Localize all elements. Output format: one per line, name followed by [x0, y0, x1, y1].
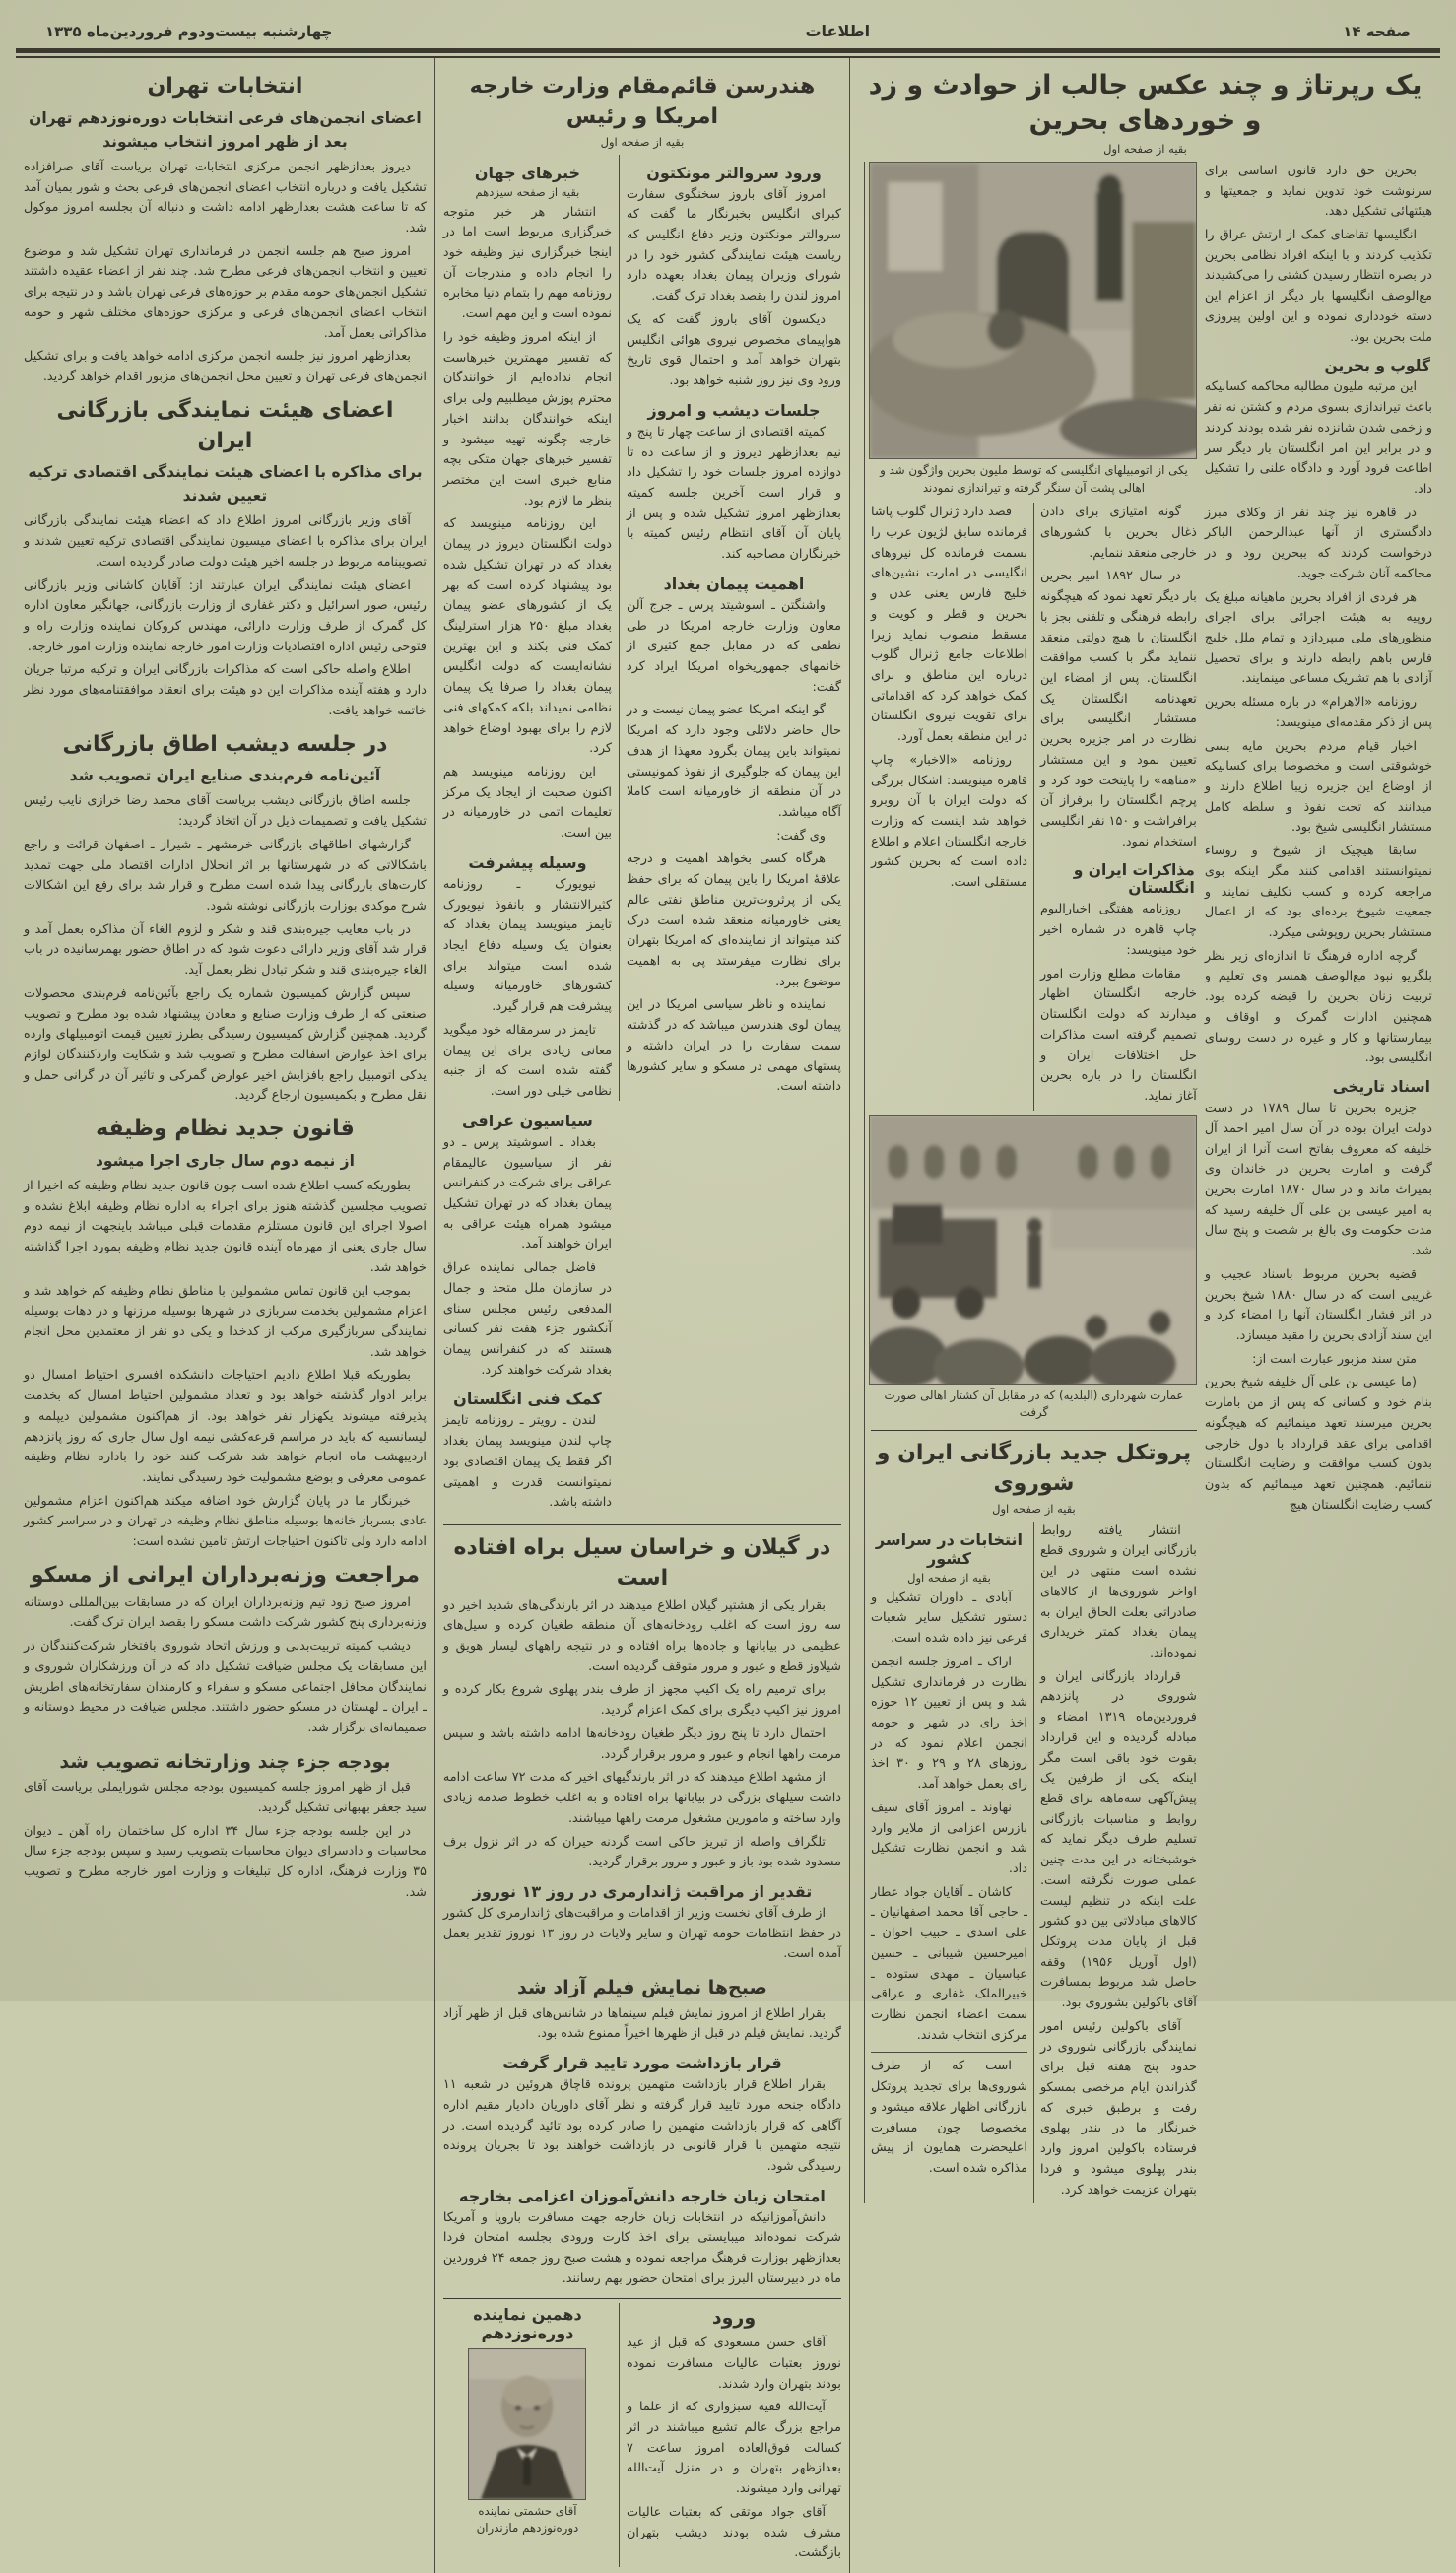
section-title-glubb-bahrain: گلوپ و بحرین: [1324, 357, 1430, 375]
section-rule: [871, 2052, 1027, 2053]
article-title: بودجه جزء چند وزارتخانه تصویب شد: [59, 1750, 391, 1773]
photo-municipality-art: [870, 1116, 1196, 1384]
paragraph: جلسه اطاق بازرگانی دیشب بریاست آقای محمد رضا خرازی نایب رئیس تشکیل یافت و تصمیمات ذیل در آن اتخاذ گردید:: [24, 793, 427, 830]
arrivals-subcolumn: [619, 2303, 841, 2567]
paragraph: هر فردی از افراد بحرین ماهیانه مبلغ یک روپیه به هیئت اجرائی برای اجرای منظورهای ملی میپردازد و تمام ملل خلیج فارس باهم رابطه دارند و برای تحصیل آزادی با هم تشریک مساعی مینمایند.: [1204, 589, 1432, 687]
paragraph: انتشار یافته روابط بازرگانی ایران و شوروی قطع نشده است منتهی در این اواخر شوروی‌ها از کالاهای صادراتی بعلت الحاق ایران به پیمان بغداد کمتر خریداری نموده‌اند.: [1039, 1523, 1197, 1660]
paragraph: وی گفت:: [776, 828, 826, 844]
paragraph: امروز آقای باروز سخنگوی سفارت کبرای انگلیس بخبرنگار ما گفت که سروالتر مونکتون وزیر دفاع انگلیس که ریاست هیئت نمایندگی کشور خود را در شورای وزیران پیمان بغداد بعهده دارد امروز لندن را بقصد بغداد ترک گفت.: [627, 186, 841, 305]
section-title-gendarmerie: تقدیر از مراقبت ژاندارمری در روز ۱۳ نوروز: [472, 1881, 813, 1901]
paragraph: این روزنامه مینویسد که دولت انگلستان دیروز در پیمان بغداد که در تهران تشکیل شده بود پیشنهاد کرده است که بهر یک از کشورهای عضو پیمان بغداد مبلغ ۲۵۰ هزار استرلینگ کمک فنی بکند و این بهترین نشانه‌ایست که دولت انگلیس پیمان بغداد را صرفا یک پیمان نظامی نمیداند بلکه کمکهای فنی لازم را برای بهبود اوضاع خواهد کرد.: [442, 516, 612, 757]
paragraph: بطوریکه قبلا اطلاع دادیم احتیاجات دانشکده افسری احتیاط امسال دو برابر ادوار گذشته خواهد بود و تعداد مشمولین احتیاط امسال که بخدمت پذیرفته میشوند یکهزار نفر خواهد بود. از هم‌اکنون مشمولین دیپلمه و لیسانسیه که باید در مراسم قرعه‌کشی نیمه اول سال جاری که روز پانزدهم اردیبهشت ماه انجام خواهد شد شرکت کنند خود را باداره نظام وظیفه عمومی معرفی و بوضع مشمولیت خود رسیدگی نمایند.: [24, 1368, 427, 1486]
article-chamber-of-commerce: [24, 730, 427, 1108]
paragraph: قرارداد بازرگانی ایران و شوروی در پانزدهم فروردین‌ماه ۱۳۱۹ امضاء و مبادله گردیده و این قرارداد بقوت خود باقی است مگر اینکه یکی از طرفین یک پیش‌آگهی سه‌ماهه برای قطع روابط و مناسبات بازرگانی تسلیم طرف دیگر نماید که خوشبختانه در این مدت چنین عملی صورت نگرفته است. علت اینکه در تنظیم لیست کالاهای مبادلاتی بین دو کشور قبل از پایان مدت پروتکل (اول آوریل ۱۹۵۶) وقفه حاصل شد مربوط بمسافرت آقای باکولین بشوروی بود.: [1039, 1668, 1197, 2011]
middle-column: [434, 58, 849, 2573]
paragraph: امروز صبح هم جلسه انجمن در فرمانداری تهران تشکیل شد و موضوع تعیین و انتخاب انجمن‌های فرعی مطرح شد. چند نفر از اعضاء عقیده داشتند تشکیل انجمن‌های حومه مقدم بر حوزه‌های فرعی تهران باشد و در نتیجه برای انتخاب اعضای انجمن‌های فرعی و مرکزی حوزه‌های مختلف شهر و حومه مذاکراتی بعمل آمد.: [24, 243, 427, 341]
paragraph: اعضای هیئت نمایندگی ایران عبارتند از: آقایان کاشانی وزیر بازرگانی رئیس، صور اسرائیل و دکتر غفاری از وزارت بازرگانی، جهانگیر معاون اداره کل گمرک از طرف وزارت دارائی، مهندس کروکان نماینده وزارت راه و فتوحی رئیس اداره اقتصادیات وزارت امور خارجه نماینده وزارت امور خارجه.: [24, 577, 427, 654]
section-title-country-elections: انتخابات در سراسر کشور: [875, 1529, 1023, 1568]
paragraph: در باب معایب جیره‌بندی قند و شکر و لزوم الغاء آن مذاکره بعمل آمد و قرار شد آقای وزیر دارائی دعوت شود که در اطاق حضور بهمرسانیده در باب الغاء جیره‌بندی قند و شکر تبادل نظر بعمل آید.: [24, 921, 427, 979]
article-title: اعضای هیئت نمایندگی بازرگانی ایران: [56, 397, 394, 453]
paragraph: اراک ـ امروز جلسه انجمن نظارت در فرمانداری تشکیل شد و پس از تعیین ۱۲ حوزه اخذ رای در شهر و حومه انجمن اعلام نمود که در روزهای ۲۸ و ۲۹ و ۳۰ اخذ رای بعمل خواهد آمد.: [871, 1654, 1027, 1793]
paragraph: تلگراف واصله از تبریز حاکی است گردنه حیران که در اثر نزول برف مسدود شده بود باز و عبور و مرور برقرار گردید.: [442, 1834, 841, 1870]
flood-headline: در گیلان و خراسان سیل براه افتاده است: [453, 1535, 831, 1591]
paragraph: مقامات مطلع وزارت امور خارجه انگلستان اظهار میدارند که دولت انگلستان تصمیم گرفته است مذاکرات حل اختلافات ایران و انگلستان را در باره بحرین آغاز نماید.: [1039, 966, 1197, 1104]
masthead-rule: [16, 48, 1440, 58]
paragraph: قصد دارد ژنرال گلوب پاشا فرمانده سابق لژیون عرب را بسمت فرمانده کل نیروهای انگلیسی در امارت نشین‌های خلیج فارس یعنی عدن و بحرین و قطر و کویت و مسقط منصوب نماید زیرا اطلاعات جامع ژنرال گلوب درباره این مناطق و برای کمک خواهد کرد که اقداماتی برای تقویت نیروی انگلستان در این منطقه بعمل آورد.: [871, 505, 1027, 745]
paragraph: روزنامه «الاخبار» چاپ قاهره مینویسد: اشکال بزرگی که دولت ایران با آن روبرو خواهد شد اینست که وزارت خارجه انگلستان اعلام و اطلاع داده است که بحرین کشور مستقلی است.: [871, 752, 1027, 891]
paragraph: بغداد ـ اسوشیتد پرس ـ دو نفر از سیاسیون عالیمقام عراقی برای شرکت در کنفرانس پیمان بغداد که در تهران تشکیل میشود همراه هیئت عراقی به ایران خواهند آمد.: [442, 1134, 612, 1253]
photo-municipality-image: [869, 1115, 1197, 1385]
deputy-portrait: [443, 2348, 612, 2500]
masthead: [16, 14, 1440, 46]
bahrain-column-right: [1197, 162, 1432, 1520]
paragraph: احتمال دارد تا پنج روز دیگر طغیان رودخانه‌ها ادامه داشته باشد و سپس مرمت راهها انجام و عبور و مرور برقرار گردد.: [442, 1726, 841, 1762]
paragraph: بقرار اطلاع از امروز نمایش فیلم سینماها در شانس‌های قبل از ظهر آزاد گردید. نمایش فیلم در قبل از ظهرها اخیراً ممنوع شده بود.: [442, 2005, 841, 2042]
paragraph: کمیته اقتصادی از ساعت چهار تا پنج و نیم بعدازظهر دیروز و از ساعت ده تا دوازده امروز جلسات خود را تشکیل داد و قرار است آخرین جلسه کمیته بعدازظهر امروز تشکیل شده و پس از پایان آن آقای انتظام رئیس کمیته با خبرنگاران مصاحبه کند.: [627, 424, 841, 563]
paragraph: نیویورک ـ روزنامه کثیرالانتشار و بانفوذ نیویورک تایمز مینویسد پیمان بغداد که بعنوان یک وسیله دفاع ایجاد شده است میتواند برای کشورهای خاورمیانه وسیله پیشرفت هم قرار گیرد.: [442, 876, 612, 1015]
photo-overturned-car-art: [870, 163, 1196, 458]
paragraph: این روزنامه مینویسد هم اکنون صحبت از ایجاد یک مرکز تعلیمات اتمی در خاورمیانه در بین است.: [442, 765, 612, 842]
paragraph: بطوریکه کسب اطلاع شده است چون قانون جدید نظام وظیفه که اخیرا از تصویب مجلسین گذشته هنوز برای اجراء به اداره نظام وظیفه ابلاغ نشده و اصولا اجرای این قانون مستلزم مقدمات قبلی میباشد باینجهت از نیمه دوم سال جاری یعنی از مهرماه آینده قانون جدید نظام وظیفه بمورد اجرا گذاشته خواهد شد.: [24, 1178, 427, 1275]
paragraph: آبادی ـ داوران تشکیل و دستور تشکیل سایر شعبات فرعی نیز داده شده است.: [871, 1590, 1027, 1647]
article-subtitle: اعضای انجمن‌های فرعی انتخابات دوره‌نوزدهم تهران بعد از ظهر امروز انتخاب میشوند: [29, 108, 422, 151]
continued-note: بقیه از صفحه سیزدهم: [475, 184, 580, 199]
deputy-portrait-image: [468, 2348, 586, 2500]
section-title-detention: قرار بازداشت مورد تایید قرار گرفت: [502, 2054, 782, 2073]
continued-note: بقیه از صفحه اول: [1103, 141, 1187, 156]
paragraph: بعدازظهر امروز نیز جلسه انجمن مرکزی ادامه خواهد یافت و برای تشکیل انجمن‌های فرعی تهران و تعیین محل انجمن‌های مزبور اقدام خواهد گردید.: [24, 349, 427, 385]
article-subtitle: برای مذاکره با اعضای هیئت نمایندگی اقتصادی ترکیه تعیین شدند: [28, 463, 423, 506]
section-title-baghdad-pact-importance: اهمیت پیمان بغداد: [663, 574, 805, 593]
paragraph: از طرف آقای نخست وزیر از اقدامات و مراقبت‌های ژاندارمری کل کشور در حفظ انتظامات حومه تهران و سایر ولایات در روز ۱۳ نوروز تقدیر بعمل آمده است.: [442, 1905, 841, 1962]
deputy-caption: آقای حشمتی نماینده دوره‌نوزدهم مازندران: [476, 2503, 579, 2536]
paragraph: کاشان ـ آقایان جواد عطار ـ حاجی آقا محمد اصفهانیان ـ علی اسدی ـ حبیب اخوان ـ امیرحسین شیبانی ـ حسین عباسیان ـ مهدی ستوده ـ خبیرالملک غفاری و عراقی سمت اعضاء انجمن نظارت مرکزی انتخاب شدند.: [871, 1884, 1027, 2043]
paragraph: (ما عیسی بن علی آل خلیفه شیخ بحرین بنام خود و کسانی که پس از من بامارت بحرین میرسند تعهد مینمائیم که هیچگونه اقدامی برای عقد قرارداد با دول خارجی بدون کسب موافقت و رضایت انگلستان ننمائیم. همچنین تعهد مینمائیم که بدون کسب رضایت انگلستان هیچ: [1204, 1375, 1432, 1513]
section-title-means-of-progress: وسیله پیشرفت: [468, 852, 587, 872]
article-trade-delegation: [24, 396, 427, 722]
left-column: [16, 58, 434, 2573]
paragraph: از اینکه امروز وظیفه خود را که تفسیر مهمترین خبرهاست انجام نداده‌ایم از خوانندگان محترم پوزش میطلبیم ولی برای اینکه خوانندگان بدانند اخبار خارجه چگونه تهیه میشود و تفسیر خبرهای جهان متکی بچه منابع خبری است این مختصر بنظر ما لازم بود.: [442, 329, 612, 508]
paragraph: تایمز در سرمقاله خود میگوید معانی زیادی برای این پیمان گفته شده است که از جنبه نظامی خیلی دور است.: [442, 1022, 612, 1100]
section-title-iran-britain-talks: مذاکرات ایران و انگلستان: [1073, 861, 1195, 898]
article-subtitle: آئین‌نامه فرم‌بندی صنایع ایران تصویب شد: [69, 767, 381, 785]
article-title: انتخابات تهران: [147, 74, 303, 99]
deputy-portrait-art: [469, 2349, 585, 2499]
middle-subcolumn-right: [619, 155, 841, 1101]
paragraph: دیروز بعدازظهر انجمن مرکزی انتخابات تهران بریاست آقای صرافزاده تشکیل یافت و درباره انتخاب اعضای انجمن‌های فرعی بحث و شور بمیان آمد که تا ساعت هشت بعدازظهر ادامه داشت و دنباله آن بجلسه امروز موکول شد.: [24, 159, 427, 236]
paragraph: بموجب این قانون تماس مشمولین با مناطق نظام وظیفه کم خواهد شد و اعزام مشمولین بخدمت سربازی در شهرها بوسیله مرزنها و در دهات بوسیله نمایندگی سربازگیری مرکب از کدخدا و یکی دو نفر از معتمدین محل انجام خواهد شد.: [24, 1283, 427, 1360]
page-number: صفحه ۱۴: [1343, 23, 1411, 40]
paragraph: است که از طرف شوروی‌ها برای تجدید پروتکل بازرگانی اظهار علاقه میشود و مخصوصا چون مسافرت اعلیحضرت همایون از پیش مذاکره شده است.: [871, 2059, 1027, 2177]
paragraph: بقرار اطلاع قرار بازداشت متهمین پرونده قاچاق هروئین در شعبه ۱۱ دادگاه جنحه مورد تایید قرار گرفته و نظر آقای داوریان دادیار مقیم اداره آگاهی که قرار بازداشت متهمین را صادر کرده بود تائید گردیده است. در نتیجه متهمین با قرار قانونی در بازداشت خواهند بود تا بجریان پرونده رسیدگی شود.: [442, 2077, 841, 2174]
section-rule: [443, 1524, 841, 1525]
article-subtitle: از نیمه دوم سال جاری اجرا میشود: [95, 1151, 355, 1170]
paragraph: نهاوند ـ امروز آقای سیف بازرس اعزامی از ملایر وارد شد و انجمن نظارت تشکیل داد.: [871, 1799, 1027, 1876]
paragraph: در قاهره نیز چند نفر از وکلای مبرز دادگستری از آنها عبدالرحمن الباکر درخواست کردند که ببحرین رود و در محاکمه آنان شرکت جوید.: [1204, 505, 1432, 581]
paragraph: واشنگتن ـ اسوشیتد پرس ـ جرج آلن معاون وزارت خارجه امریکا در طی نطقی که در مقابل جمع کثیری از خانمهای جمهوریخواه امریکا ایراد کرد گفت:: [627, 597, 841, 695]
paragraph: این مرتبه ملیون مطالبه محاکمه کسانیکه باعث تیراندازی بسوی مردم و کشتن نه نفر و زخمی شدن شانزده نفر شده بودند کردند و در برابر این امر انگلستان بار دیگر سر اطاعت فرود آورد و دادگاه علنی را تشکیل داد.: [1204, 379, 1432, 497]
paragraph: گونه امتیازی برای دادن ذغال بحرین با کشورهای خارجی منعقد ننمایم.: [1039, 505, 1197, 561]
section-title-historical-documents: اسناد تاریخی: [1332, 1078, 1430, 1097]
paragraph: امروز صبح زود تیم وزنه‌برداران ایران که در مسابقات بین‌المللی دوستانه وزنه‌برداری پنج کشور شرکت داشت مسکو را بقصد ایران ترک گفت.: [24, 1594, 427, 1631]
paragraph: در سال ۱۸۹۲ امیر بحرین بار دیگر تعهد نمود که هیچگونه رابطه فرهنگی و تلفنی بجز با انگلستان با هیچ دولتی منعقد ننماید مگر با کسب موافقت انگلستان. پس از امضاء این تعهدنامه انگلستان یک مستشار انگلیسی برای نظارت در امر جزیره بحرین تعیین نمود و این مستشار «مناهه» را پایتخت خود کرد و پرچم انگلستان را برفراز آن برافراشت و ۱۵۰ نفر انگلیسی استخدام نمود.: [1039, 569, 1197, 849]
section-title-arrivals: ورود: [711, 2306, 757, 2329]
section-title-monckton-arrival: ورود سروالتر مونکتون: [646, 163, 822, 182]
paragraph: جزیره بحرین تا سال ۱۷۸۹ در دست دولت ایران بوده در آن سال امیر احمد آل خلیفه که معروف بفاتح است آنرا از ایران گرفت و امارت بحرین در خاندان وی بمیراث ماند و در سال ۱۸۷۰ امارت بحرین به امیر عیسی بن علی آل خلیفه رسید که مدت حکومت وی بالغ بر شصت و پنج سال شد.: [1204, 1101, 1432, 1259]
paragraph: متن سند مزبور عبارت است از:: [1252, 1351, 1417, 1367]
photo-overturned-car: [871, 162, 1197, 497]
paragraph: انتشار هر خبر متوجه خبرگزاری مربوط است اما در اینجا خبرگزاری نیز وظیفه خود را انجام داده و مندرجات آن روزنامه مهم را بتمام دنیا مخابره نموده است و این مهم است.: [442, 204, 612, 322]
section-title-cinema: صبح‌ها نمایش فیلم آزاد شد: [517, 1977, 767, 1999]
photo-caption: یکی از اتومبیلهای انگلیسی که توسط ملیون بحرین واژگون شد و اهالی پشت آن سنگر گرفته و تیراندازی نمودند: [880, 462, 1188, 495]
protocol-subcolumn: [1033, 1522, 1197, 2204]
paragraph: آقای وزیر بازرگانی امروز اطلاع داد که اعضاء هیئت نمایندگی بازرگانی ایران برای مذاکره با اعضای میسیون نمایندگی اقتصادی ترکیه تعیین شدند و تصویبنامه مربوط در جلسه اخیر هیئت دولت صادر گردیده است.: [24, 513, 427, 570]
paragraph: روزنامه «الاهرام» در باره مسئله بحرین پس از ذکر مقدمه‌ای مینویسد:: [1204, 695, 1432, 730]
paragraph: آقای باکولین رئیس امور نمایندگی بازرگانی شوروی در حدود پنج هفته قبل برای گذراندن ایام مرخصی بمسکو رفت و برطبق خبری که خبرنگار ما در بندر پهلوی فرستاده باکولین امروز وارد بندر پهلوی میشود و فردا بتهران عزیمت خواهد کرد.: [1039, 2018, 1197, 2198]
continued-note: بقیه از صفحه اول: [907, 1570, 991, 1585]
article-title: در جلسه دیشب اطاق بازرگانی: [62, 731, 388, 757]
article-title: مراجعت وزنه‌برداران ایرانی از مسکو: [30, 1562, 420, 1588]
page-columns: [16, 58, 1440, 2573]
article-conscription-law: [24, 1115, 427, 1553]
continued-note: بقیه از صفحه اول: [992, 1501, 1076, 1516]
paragraph: نماینده و ناظر سیاسی امریکا در این پیمان لوی هندرسن میباشد که در گذشته سمت سفارت را در ایران داشته و پستهای مهمی در مسکو و سایر کشورها داشته است.: [627, 997, 841, 1095]
paragraph: برای ترمیم راه یک اکیپ مجهز از طرف بندر پهلوی شروع بکار کرده و امروز نیز اکیپ دیگری برای کمک اعزام گردید.: [442, 1682, 841, 1719]
paragraph: دانش‌آموزانیکه در انتخابات زبان خارجه جهت مسافرت باروپا و آمریکا شرکت نموده‌اند میبایستی برای اخذ کارت ورودی بجلسه امتحان فردا بعدازظهر بوزارت فرهنگ مراجعه نموده و هشت صبح روز جمعه ۲۴ فروردین ماه در دبیرستان البرز برای امتحان حضور بهم رسانند.: [442, 2209, 842, 2286]
paragraph: هرگاه کسی بخواهد اهمیت و درجه علاقهٔ امریکا را باین پیمان که برای حفظ یکی از پرثروت‌ترین مناطق نفتی عالم یعنی خاورمیانه منعقد شده است درک کند میتواند از نماینده‌ای که امریکا بتهران برای نظارت میفرستد پی به اهمیت موضوع ببرد.: [627, 851, 841, 989]
paragraph: سپس گزارش کمیسیون شماره یک راجع بآئین‌نامه فرم‌بندی محصولات صنعتی که از طرف وزارت صنایع و معادن پیشنهاد شده بود مطرح و تصویب گردید. همچنین گزارش کمیسیون رسیدگی بطرز تعیین قیمت اتومبیلهای وارده برای اخذ عوارض اسفالت مطرح و تصویب شد و شکایت واردکنندگان لوازم یدکی اتومبیل راجع بافزایش اخیر عوارض گمرکی و تاثیر آن در گرانی حمل و نقل مطرح و بکمیسیون ارجاع گردید.: [24, 985, 427, 1104]
bahrain-subcolumn-left: [871, 503, 1033, 897]
paragraph: روزنامه هفتگی اخبارالیوم چاپ قاهره در شماره اخیر خود مینویسد:: [1039, 902, 1197, 958]
paragraph: بقرار یکی از هشتپر گیلان اطلاع میدهند در اثر بارندگی‌های شدید اخیر دو سه روز است که اغلب رودخانه‌های آن منطقه طغیان کرده و سیل‌های عظیمی در بیابانها و جاده‌ها براه افتاده و در نتیجه راههای لیسار هویق و شیلاوز قطع و عبور و مرور متوقف گردیده است.: [442, 1597, 841, 1674]
article-ministries-budget: [24, 1749, 427, 1904]
section-rule: [443, 2298, 841, 2299]
paragraph: لندن ـ رویتر ـ روزنامه تایمز چاپ لندن مینویسد پیمان بغداد اگر فقط یک پیمان اقتصادی بود نمیتوانست قدرت و اهمیتی داشته باشد.: [442, 1413, 612, 1511]
paragraph: خبرنگار ما در پایان گزارش خود اضافه میکند هم‌اکنون اعزام مشمولین عادی بسرباز خانه‌ها بوسیله مناطق نظام وظیفه در تهران و در سراسر کشور ادامه دارد ولی تاکنون احتیاجات ارتش تامین نشده است:: [24, 1493, 427, 1550]
paragraph: در این جلسه بودجه جزء سال ۳۴ اداره کل ساختمان راه آهن ـ دیوان محاسبات و دادسرای دیوان محاسبات بتصویب رسید و سپس بودجه جزء سال ۳۵ وزارت فرهنگ، اداره کل تبلیغات و وزارت امور خارجه مطرح و تصویب شد.: [24, 1823, 427, 1900]
paragraph: انگلیسها تقاضای کمک از ارتش عراق را تکذیب کردند و با اینکه افراد نظامی بحرین در بصره انتظار رسیدن کشتی را می‌کشیدند مع‌الوصف انگلیسها بار دیگر از اعزام این دسته خودداری نموده و این اولین پیروزی ملت بحرین بود.: [1204, 228, 1432, 345]
paragraph: دیشب کمیته تربیت‌بدنی و ورزش اتحاد شوروی بافتخار شرکت‌کنندگان در این مسابقات یک مجلس ضیافت تشکیل داد که در آن ورزشکاران شوروی و نمایندگان محافل اجتماعی مسکو و سفراء و کارمندان سفارتخانه‌های اطریش ـ ایران ـ لهستان در مسکو حضور داشتند. مجلس ضیافت در محیط دوستانه و صمیمانه‌ای برگزار شد.: [24, 1639, 427, 1735]
issue-date: چهارشنبه بیست‌ودوم فروردین‌ماه ۱۳۳۵: [45, 23, 333, 40]
paragraph: اطلاع واصله حاکی است که مذاکرات بازرگانی ایران و ترکیه مرتبا جریان دارد و هفته آینده مذاکرات این دو هیئت برای انعقاد موافقتنامه‌های مورد نظر خاتمه خواهد یافت.: [24, 662, 427, 718]
continued-note: بقیه از صفحه اول: [600, 134, 685, 149]
paragraph: گو اینکه امریکا عضو پیمان نیست و در حال حاضر دلائلی وجود دارد که امریکا نمیتواند باین پیمان بگرود معهذا از هدف این پیمان که جلوگیری از نفوذ کمونیستی در آن منطقه از خاورمیانه است کاملا آگاه میباشد.: [627, 703, 841, 820]
article-title: قانون جدید نظام وظیفه: [96, 1117, 355, 1142]
section-rule: [871, 1430, 1197, 1431]
paragraph: گزارشهای اطاقهای بازرگانی خرمشهر ـ شیراز ـ اصفهان قرائت و راجع باشکالاتی که در شهرستانها بر اثر انحلال ادارات اقتصاد ملی جهت تمدید کارت‌های بازرگانی پیدا شده است مطرح و قرار شد برای رفع این اشکالات شرح موکدی بوزارت بازرگانی نوشته شود.: [24, 837, 427, 914]
section-title-british-technical-aid: کمک فنی انگلستان: [453, 1389, 602, 1409]
paragraph: آقای حسن مسعودی که قبل از عید نوروز بعتبات عالیات مسافرت نموده بودند بتهران وارد شدند.: [627, 2336, 841, 2392]
section-title-tenth-deputy: دهمین نماینده دوره‌نوزدهم: [473, 2304, 582, 2342]
photo-municipality-building: [871, 1115, 1197, 1422]
bahrain-column-inner: [864, 162, 1197, 2203]
article-bahrain-report: [849, 58, 1440, 2573]
paragraph: آیت‌الله فقیه سبزواری که از علما و مراجع بزرگ عالم تشیع میباشند در اثر کسالت فوق‌العاده امروز ساعت ۷ بعدازظهر بتهران و در منزل آیت‌الله تهرانی وارد میشوند.: [627, 2400, 841, 2497]
paragraph: سابقا هیچیک از شیوخ و روساء نمیتوانستند اقدامی کنند مگر اینکه بوی مراجعه کرده و کسب تکلیف نمایند و جمعیت شیوخ برده‌ای بود که از اعمال مستشار بحرین روپوشی میکرد.: [1204, 844, 1432, 941]
bahrain-headline: یک رپرتاژ و چند عکس جالب از حوادث و زد و خوردهای بحرین: [868, 70, 1423, 137]
paragraph: اخبار قیام مردم بحرین مایه بسی خوشوقتی است و مخصوصا برای کسانیکه از اوضاع این جزیره زیبا اطلاع دارند و میدانند که تحت نفوذ و سلطه کامل مستشار انگلیسی شیخ بود.: [1204, 738, 1432, 836]
paragraph: فاضل جمالی نماینده عراق در سازمان ملل متحد و جمال المدفعی رئیس مجلس سنای آنکشور جزء هفت نفر کسانی هستند که در کنفرانس پیمان بغداد شرکت خواهند کرد.: [442, 1260, 612, 1378]
bahrain-subcolumn-right: [1033, 503, 1197, 1110]
deputy-subcolumn: [443, 2303, 619, 2543]
photo-overturned-car-image: [869, 162, 1197, 459]
article-weightlifters-return: [24, 1561, 427, 1739]
middle-subcolumn-left: [443, 155, 619, 1517]
protocol-headline: پروتکل جدید بازرگانی ایران و شوروی: [876, 1441, 1192, 1496]
section-title-world-news: خبرهای جهان: [474, 163, 580, 182]
section-title-iraqi-politicians: سیاسیون عراقی: [462, 1111, 593, 1130]
paper-title: اطلاعات: [805, 22, 871, 40]
paragraph: قبل از ظهر امروز جلسه کمیسیون بودجه مجلس شورایملی بریاست آقای سید جعفر بهبهانی تشکیل گردید.: [24, 1780, 427, 1815]
paragraph: از مشهد اطلاع میدهند که در اثر بارندگیهای اخیر که مدت ۷۲ ساعت ادامه داشت سیلهای بزرگی در بیابانها براه افتاده و به اغلب خطوط صدمه زیادی وارد ساخته و مامورین مشغول مرمت راهها میباشند.: [442, 1770, 841, 1826]
section-title-language-exam: امتحان زبان خارجه دانش‌آموزان اعزامی بخارجه: [459, 2186, 826, 2205]
country-elections-subcolumn: [871, 1522, 1033, 2183]
paragraph: دیکسون آقای باروز گفت که یک هواپیمای مخصوص نیروی هوائی انگلیس بتهران خواهد آمد و احتمال قوی تاریخ ورود وی نیز روز شنبه خواهد بود.: [627, 311, 841, 389]
photo-caption: عمارت شهرداری (البلدیه) که در مقابل آن کشتار اهالی صورت گرفت: [884, 1388, 1184, 1420]
paragraph: آقای جواد موتقی که بعتبات عالیات مشرف شده بودند دیشب بتهران بازگشت.: [627, 2504, 841, 2561]
paragraph: بحرین حق دارد قانون اساسی برای سرنوشت خود تدوین نماید و جمعیتها و هیئتهائی تشکیل دهد.: [1204, 163, 1432, 220]
paragraph: گرچه اداره فرهنگ تا اندازه‌ای زیر نظر بلگریو نبود مع‌الوصف همسر وی تعلیم و تربیت زنان بحرین را قبضه کرده بود. همچنین ادارات گمرک و اوقاف و بیمارستانها و کار و غیره در دست روسای انگلیسی بود.: [1204, 948, 1432, 1066]
paragraph: قضیه بحرین مربوط باسناد عجیب و غریبی است که در سال ۱۸۸۰ شیخ بحرین در اثر فشار انگلستان آنها را امضاء کرد و این سند آزادی بحرین را مقید میسازد.: [1204, 1266, 1432, 1343]
article-tehran-elections: [24, 72, 427, 388]
section-title-sessions: جلسات دیشب و امروز: [647, 400, 821, 420]
henderson-headline: هندرسن قائم‌مقام وزارت خارجه امریکا و رئیس: [469, 74, 816, 129]
